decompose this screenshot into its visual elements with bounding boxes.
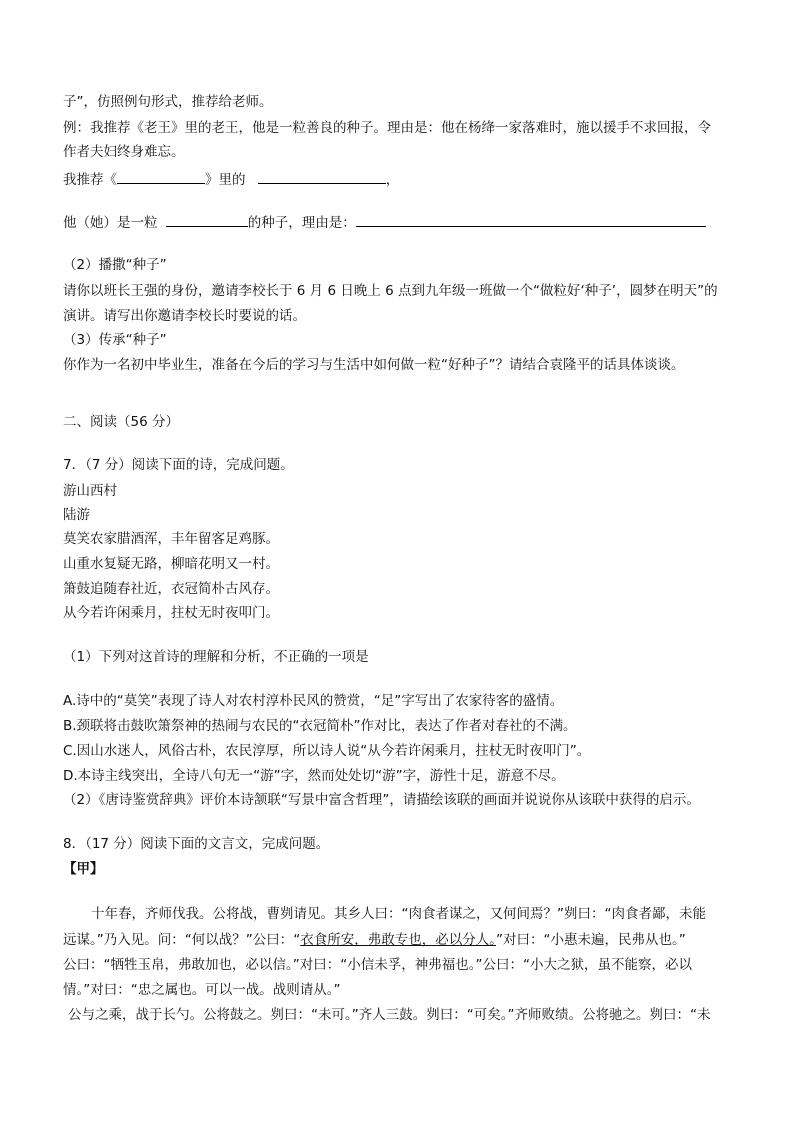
fill-1-prefix: 我推荐《 [63, 172, 117, 188]
fill-1-comma: ， [385, 172, 400, 188]
poem-line-1: 莫笑农家腊酒浑，丰年留客足鸡豚。 [63, 531, 279, 547]
q7-sub1: （1）下列对这首诗的理解和分析，不正确的一项是 [63, 649, 369, 665]
fill-1-middle: 》里的 [205, 172, 246, 188]
q6-part2-line-2: 演讲。请写出你邀请李校长时要说的话。 [63, 308, 306, 324]
q7-sub2: （2）《唐诗鉴赏辞典》评价本诗颔联“写景中富含哲理”，请描绘该联的画面并说说你从该联中获得的启示。 [63, 792, 700, 808]
poem-line-3: 箫鼓追随春社近，衣冠简朴古风存。 [63, 581, 279, 597]
q6-fill-line-1 [63, 169, 399, 190]
poem-author: 陆游 [63, 507, 90, 523]
section-2-title: 二、阅读（56 分） [63, 414, 179, 430]
passage-line-5: 公与之乘，战于长勺。公将鼓之。刿曰：“未可。”齐人三鼓。刿曰：“可矣。”齐师败绩。公将驰之。刿曰：“未 [68, 1007, 711, 1023]
q7-option-c: C.因山水迷人，风俗古朴，农民淳厚，所以诗人说“从今若许闲乘月，拄杖无时夜叩门”。 [63, 743, 591, 759]
passage-line-2-end: ”对曰：“小惠未遍，民弗从也。” [495, 932, 686, 948]
passage-line-3: 公曰：“牺牲玉帛，弗敢加也，必以信。”对曰：“小信未孚，神弗福也。”公曰：“小大之狱，虽不能察，必以 [63, 957, 692, 973]
poem-line-4: 从今若许闲乘月，拄杖无时夜叩门。 [63, 605, 279, 621]
q6-part3-title: （3）传承“种子” [63, 332, 167, 348]
character-name-blank[interactable] [258, 169, 386, 184]
fill-2-prefix: 他（她）是一粒 [63, 215, 158, 231]
q7-option-b: B.颈联将击鼓吹箫祭神的热闹与农民的“衣冠简朴”作对比，表达了作者对春社的不满。 [63, 718, 577, 734]
q7-option-d: D.本诗主线突出，全诗八句无一“游”字，然而处处切“游”字，游性十足，游意不尽。 [63, 768, 565, 784]
book-title-blank[interactable] [117, 169, 205, 184]
q6-example-line-2: 作者夫妇终身难忘。 [63, 144, 185, 160]
seed-quality-blank[interactable] [166, 212, 248, 227]
passage-line-2 [63, 930, 686, 950]
poem-title: 游山西村 [63, 483, 117, 499]
poem-line-2: 山重水复疑无路，柳暗花明又一村。 [63, 556, 279, 572]
q6-fill-line-2 [63, 212, 706, 233]
passage-line-2-text: 远谋。”乃入见。问：“何以战？”公曰：“ [63, 932, 301, 948]
q6-part2-title: （2）播撒“种子” [63, 257, 167, 273]
passage-line-4: 情。”对曰：“忠之属也。可以一战。战则请从。” [63, 982, 341, 998]
q6-part2-line-1: 请你以班长王强的身份，邀请李校长于 6 月 6 日晚上 6 点到九年级一班做一个“做粒好‘种子’，圆梦在明天”的 [63, 283, 718, 299]
q7-option-a: A.诗中的“莫笑”表现了诗人对农村淳朴民风的赞赏，“足”字写出了农家待客的盛情。 [63, 693, 564, 709]
reason-blank[interactable] [356, 212, 706, 227]
q6-intro-continuation: 子”，仿照例句形式，推荐给老师。 [63, 94, 273, 110]
passage-line-1: 十年春，齐师伐我。公将战，曹刿请见。其乡人曰：“肉食者谋之，又何间焉？”刿曰：“肉食者鄙，未能 [91, 906, 706, 922]
q8-header: 8．（17 分）阅读下面的文言文，完成问题。 [63, 836, 330, 852]
fill-2-middle: 的种子，理由是： [247, 215, 356, 231]
underlined-sentence: 衣食所安，弗敢专也，必以分人。 [300, 932, 496, 948]
label-jia: 【甲】 [63, 861, 104, 877]
q6-part3-line-1: 你作为一名初中毕业生，准备在今后的学习与生活中如何做一粒“好种子”？请结合袁隆平的话具体谈谈。 [63, 357, 685, 373]
q6-example-line-1: 例：我推荐《老王》里的老王，他是一粒善良的种子。理由是：他在杨绛一家落难时，施以援手不求回报，令 [63, 120, 711, 136]
q7-header: 7．（7 分）阅读下面的诗，完成问题。 [63, 457, 294, 473]
